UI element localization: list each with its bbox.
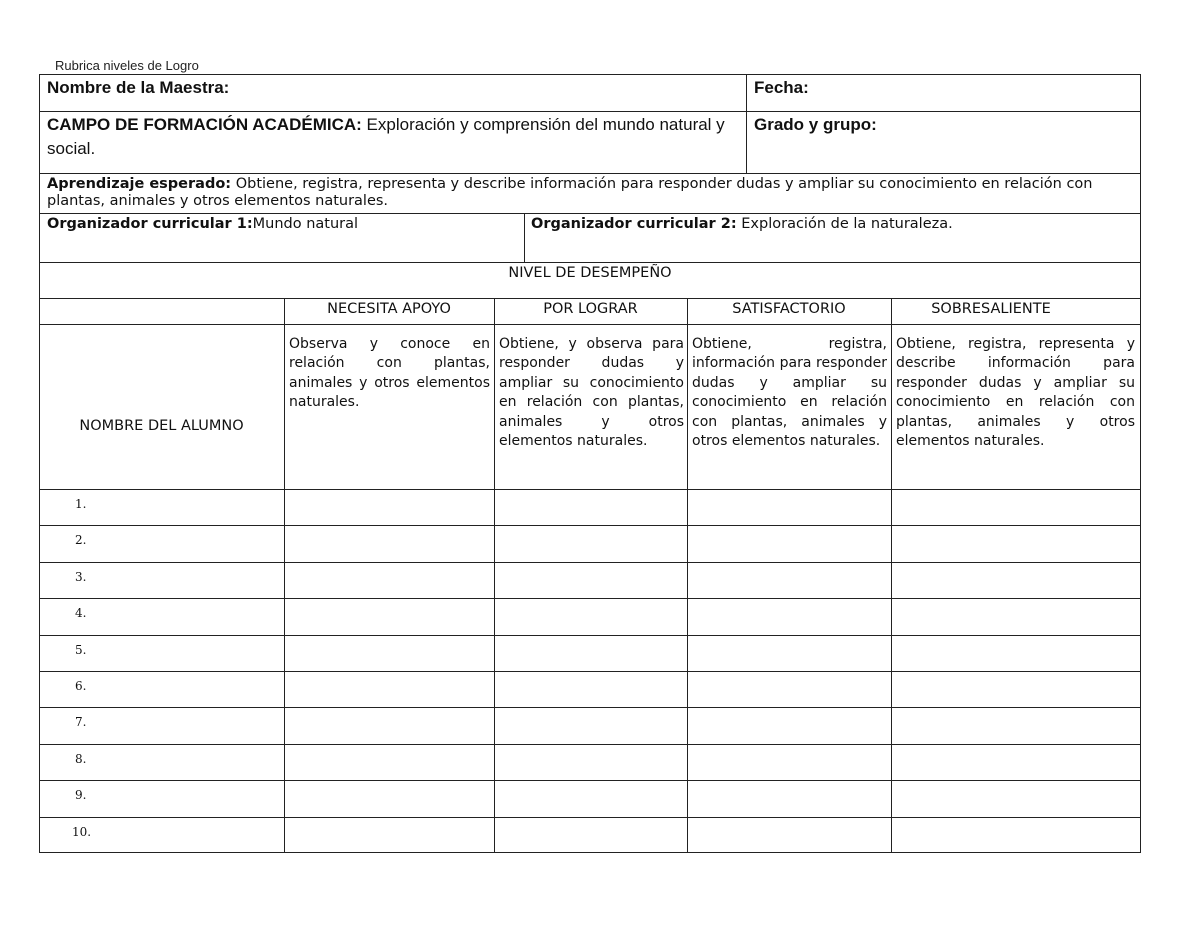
organizador-1-value: Mundo natural [252,216,359,232]
evaluation-cell[interactable] [496,600,685,632]
evaluation-cell[interactable] [496,527,685,559]
evaluation-cell[interactable] [893,491,1137,523]
evaluation-cell[interactable] [689,637,889,669]
evaluation-cell[interactable] [286,819,492,851]
date-label: Fecha: [754,78,809,97]
evaluation-cell[interactable] [286,564,492,596]
student-number: 7. [75,715,87,730]
evaluation-cell[interactable] [496,819,685,851]
student-name-cell[interactable] [100,782,282,814]
evaluation-cell[interactable] [893,819,1137,851]
student-number: 4. [75,606,87,621]
organizador-2-value: Exploración de la naturaleza. [741,216,953,232]
organizador-1-label: Organizador curricular 1: [47,216,253,232]
campo-value: Exploración y comprensión del mundo natural y social. [47,115,725,158]
student-number: 2. [75,533,87,548]
evaluation-cell[interactable] [496,673,685,705]
aprendizaje-label: Aprendizaje esperado: [47,176,232,192]
evaluation-cell[interactable] [893,673,1137,705]
student-number: 9. [75,788,87,803]
student-name-cell[interactable] [100,491,282,523]
evaluation-cell[interactable] [893,637,1137,669]
evaluation-cell[interactable] [689,782,889,814]
evaluation-cell[interactable] [286,637,492,669]
student-number: 5. [75,642,87,657]
student-name-cell[interactable] [100,600,282,632]
evaluation-cell[interactable] [496,746,685,778]
evaluation-cell[interactable] [496,709,685,741]
level-desc-sobresaliente: Obtiene, registra, representa y describe información para responder dudas y ampliar su conocimiento en relación con plantas, animales y otros elementos naturales. [896,336,1135,450]
evaluation-cell[interactable] [893,527,1137,559]
evaluation-cell[interactable] [893,564,1137,596]
evaluation-cell[interactable] [689,673,889,705]
student-number: 1. [75,497,87,511]
level-name-necesita-apoyo: NECESITA APOYO [327,301,451,317]
level-name-satisfactorio: SATISFACTORIO [732,301,846,317]
evaluation-cell[interactable] [893,782,1137,814]
student-name-cell[interactable] [100,819,282,851]
evaluation-cell[interactable] [689,600,889,632]
grade-group-label: Grado y grupo: [754,115,877,134]
student-number: 10. [72,824,92,839]
evaluation-cell[interactable] [286,527,492,559]
level-name-sobresaliente: SOBRESALIENTE [931,301,1051,317]
student-name-header: NOMBRE DEL ALUMNO [79,418,244,434]
evaluation-cell[interactable] [893,709,1137,741]
student-name-cell[interactable] [100,673,282,705]
level-desc-por-lograr: Obtiene, y observa para responder dudas y ampliar su conocimiento en relación con plantas, animales y otros elementos naturales. [499,336,684,450]
student-number: 6. [75,679,87,693]
evaluation-cell[interactable] [689,709,889,741]
document-title: Rubrica niveles de Logro [55,58,199,73]
organizador-2-label: Organizador curricular 2: [531,216,737,232]
evaluation-cell[interactable] [286,673,492,705]
date-field[interactable] [754,76,1134,100]
nivel-desempeno-header: NIVEL DE DESEMPEÑO [508,265,672,281]
evaluation-cell[interactable] [689,746,889,778]
evaluation-cell[interactable] [286,782,492,814]
student-name-cell[interactable] [100,746,282,778]
student-name-cell[interactable] [100,637,282,669]
evaluation-cell[interactable] [496,637,685,669]
campo-formacion [47,113,737,161]
organizador-2 [531,216,1131,233]
evaluation-cell[interactable] [893,600,1137,632]
evaluation-cell[interactable] [689,564,889,596]
student-number: 3. [75,569,87,584]
aprendizaje-esperado [47,176,1132,210]
level-desc-satisfactorio: Obtiene, registra, información para responder dudas y ampliar su conocimiento en relación con plantas, animales y otros elementos naturales. [692,336,887,450]
campo-label: CAMPO DE FORMACIÓN ACADÉMICA: [47,115,362,134]
grade-group-field[interactable] [754,113,1134,137]
evaluation-cell[interactable] [286,491,492,523]
evaluation-cell[interactable] [689,491,889,523]
organizador-1 [47,216,517,233]
evaluation-cell[interactable] [286,600,492,632]
level-desc-necesita-apoyo: Observa y conoce en relación con plantas, animales y otros elementos naturales. [289,336,490,411]
aprendizaje-value: Obtiene, registra, representa y describe información para responder dudas y ampliar su conocimiento en relación con plantas, animales y otros elementos naturales. [47,176,1093,209]
evaluation-cell[interactable] [286,709,492,741]
evaluation-cell[interactable] [496,491,685,523]
teacher-name-field[interactable] [47,76,737,100]
evaluation-cell[interactable] [893,746,1137,778]
evaluation-cell[interactable] [496,564,685,596]
level-name-por-lograr: POR LOGRAR [543,301,638,317]
evaluation-cell[interactable] [689,819,889,851]
student-number: 8. [75,751,87,766]
student-name-cell[interactable] [100,564,282,596]
evaluation-cell[interactable] [496,782,685,814]
teacher-name-label: Nombre de la Maestra: [47,78,230,97]
evaluation-cell[interactable] [286,746,492,778]
evaluation-cell[interactable] [689,527,889,559]
student-name-cell[interactable] [100,527,282,559]
student-name-cell[interactable] [100,709,282,741]
